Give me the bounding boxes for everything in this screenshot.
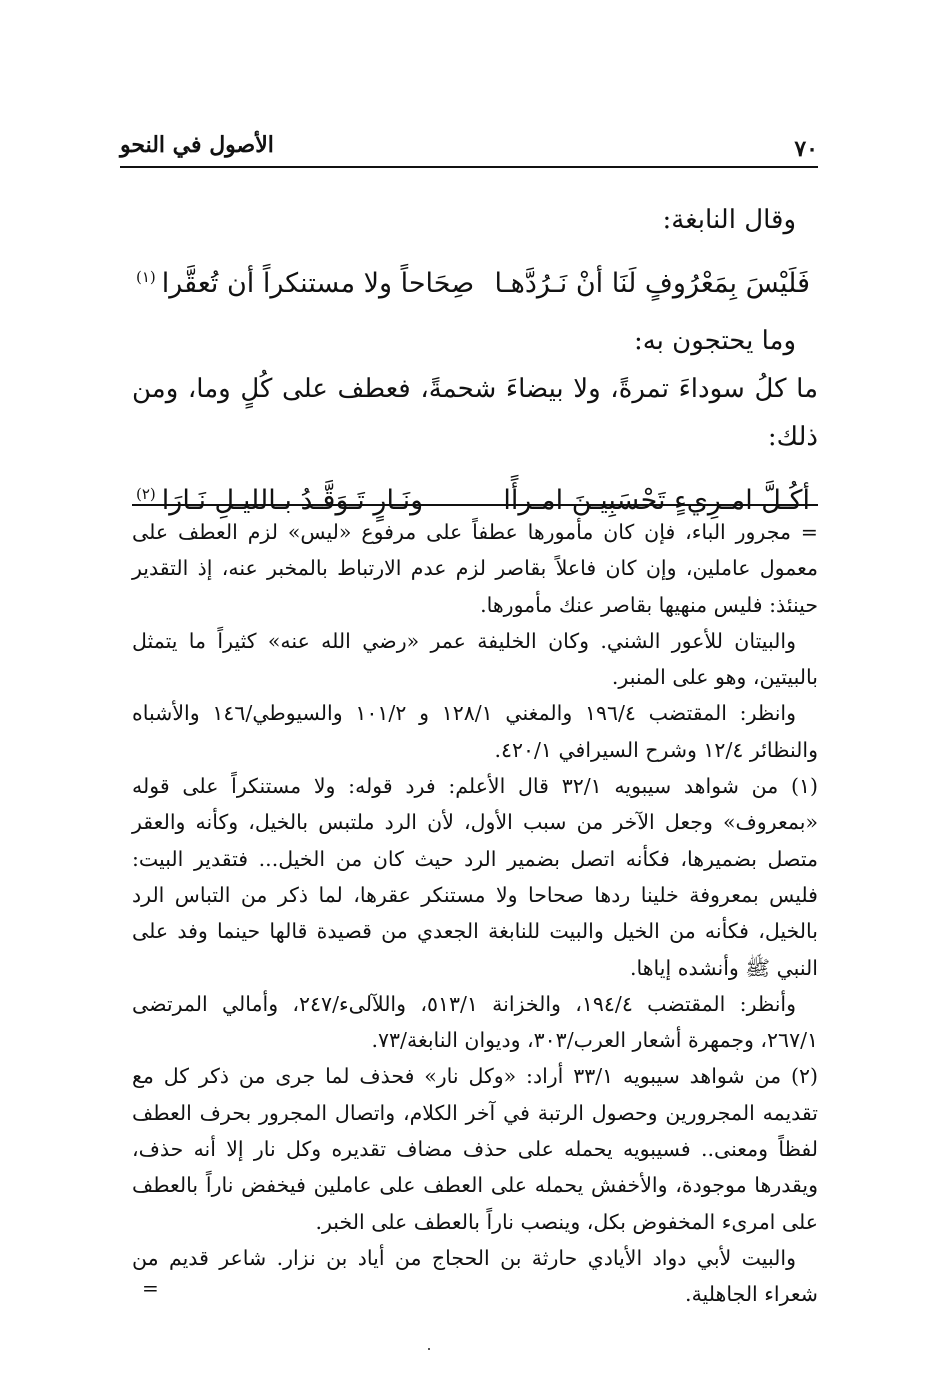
footnote-1-references: وأنظر: المقتضب ١٩٤/٤، والخزانة ٥١٣/١، واللآلىء/٢٤٧، وأمالي المرتضى ٢٦٧/١، وجمهرة أشعار العرب/٣٠٣، وديوان النابغة/٧٣.	[132, 991, 818, 1053]
book-title: الأصول في النحو	[120, 132, 274, 158]
header-rule	[120, 166, 818, 168]
footnote-continuation-p3: وانظر: المقتضب ١٩٦/٤ والمغني ١٢٨/١ و ١٠١/٢ والسيوطي/١٤٦ والأشباه والنظائر ١٢/٤ وشرح السيرافي ٤٢٠/١.	[132, 701, 818, 762]
page-number: ٧٠	[794, 136, 818, 162]
prose-paragraph: ما كلُ سوداءَ تمرةً، ولا بيضاءَ شحمةً، فعطف على كُلٍ وما، ومن ذلك:	[132, 374, 818, 452]
footnote-ref-1: (١)	[136, 268, 156, 286]
verse-1-second-half-text: صِحَاحاً ولا مستنكراً أن تُعقَّرا	[161, 268, 475, 299]
continuation-mark: =	[142, 1276, 159, 1300]
main-text	[132, 196, 818, 534]
footnote-1: (١) من شواهد سيبويه ٣٢/١ قال الأعلم: فرد قوله: ولا مستنكراً على قوله «بمعروف» وجعل الآخر من سبب الأول، لأن الرد ملتبس بالخيل، وكأنه والعقر متصل بضميرها، فكأنه اتصل بضمير الرد حيث كان من الخيل... فتقدير البيت: فليس بمعروفة خلينا ردها صحاحا ولا مستنكر عقرها، لما ذكر من التباس الرد بالخيل، فكأنه من الخيل والبيت للنابغة الجعدي من قصيدة قالها حينما وفد على النبي ﷺ وأنشده إياها.	[132, 774, 818, 980]
intro-evidence: وما يحتجون به:	[633, 326, 796, 356]
footnote-continuation-p1: = مجرور الباء، فإن كان مأمورها عطفاً على مرفوع «ليس» لزم العطف على معمول عاملين، وإن كان فاعلاً بقاصر لزم عدم الارتباط بالمخبر عنه، إذ التقدير حينئذ: فليس منهيها بقاصر عنك مأمورها.	[132, 520, 818, 617]
intro-nabigha: وقال النابغة:	[662, 205, 796, 235]
footnote-2-attribution: والبيت لأبي دواد الأيادي حارثة بن الحجاج من أياد بن نزار. شاعر قديم من شعراء الجاهلية.	[132, 1245, 818, 1307]
footnote-ref-2: (٢)	[136, 485, 156, 503]
footnotes	[132, 514, 818, 1313]
verse-1-second-half	[136, 250, 474, 311]
footnote-2: (٢) من شواهد سيبويه ٣٣/١ أراد: «وكل نار» فحذف لما جرى من ذكر كل مع تقديمه المجرورين وحصول الرتبة في آخر الكلام، واتصال المجرور بحرف العطف لفظاً ومعنى.. فسيبويه يحمله على حذف مضاف تقديره وكل نار إلا أنه حذف، ويقدرها موجودة، والأخفش يحمله على العطف على عاملين فيخفض ناراً بالعطف على امرىء المخفوض بكل، وينصب ناراً بالعطف على الخبر.	[132, 1064, 818, 1234]
footnote-continuation-p2: والبيتان للأعور الشني. وكان الخليفة عمر «رضي الله عنه» كثيراً ما يتمثل بالبيتين، وهو على المنبر.	[132, 628, 818, 690]
print-speck	[428, 1348, 430, 1350]
verse-2-first-half: أكُـلَّ امـرِيءٍ تَحْسَبِيـنَ امـرأًا	[503, 485, 810, 516]
verse-1-first-half: فَلَيْسَ بِمَعْرُوفٍ لَنَا أنْ نَـرُدَّهـا	[494, 268, 810, 299]
footnote-separator	[132, 504, 818, 506]
verse-2-second-half-text: ونَـارٍ تَـوَقَّـدُ بـالليـلِ نَـارَا	[161, 485, 424, 516]
running-header	[120, 128, 818, 168]
verse-1	[132, 250, 818, 311]
